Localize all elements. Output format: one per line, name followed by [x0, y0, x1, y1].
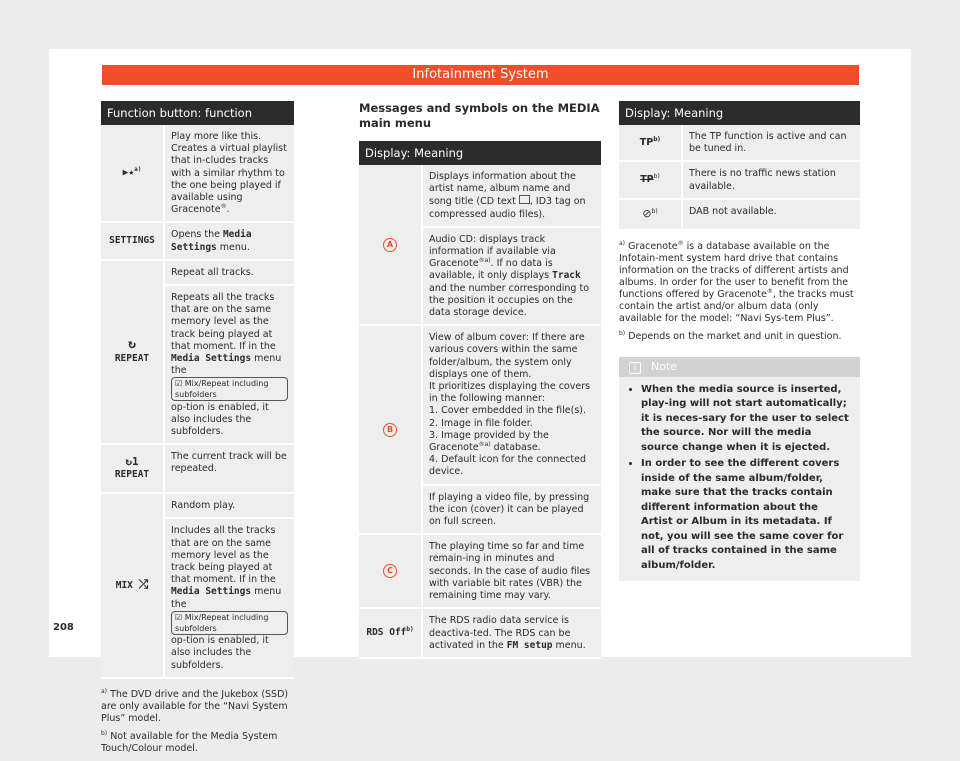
- function-button-table: [101, 101, 294, 679]
- play-more-like-this-icon: ▶★$^{a)}$: [101, 125, 165, 223]
- table-row: TP$^{b)}$ There is no traffic news station available.: [619, 162, 860, 199]
- no-traffic-news-icon: TP: [640, 174, 654, 185]
- section-header: Infotainment System: [102, 65, 859, 85]
- table-row: [101, 445, 294, 494]
- table-row: [359, 165, 601, 228]
- repeat-one-icon: ↻1 REPEAT: [101, 445, 165, 494]
- repeat-icon: ↻ REPEAT: [101, 261, 165, 445]
- table-cell: The RDS radio data service is deactiva-ted. The RDS can be activated in the FM setup menu.: [423, 609, 601, 659]
- label-c-icon: C: [383, 564, 397, 578]
- page-number: 208: [53, 622, 74, 633]
- table-cell: The TP function is active and can be tuned in.: [683, 125, 860, 162]
- note-title: Note: [651, 359, 678, 373]
- dab-unavailable-icon: ⊘: [642, 206, 652, 220]
- table-row: [101, 261, 294, 286]
- right-column: [619, 101, 860, 581]
- footnotes: $^{a)}$ Gracenote® is a database available on the Infotain-ment system hard drive that contains information on the tracks of different artists and albums. In order for the user to benefit from the functions offered by Gracenote®, the tracks must contain the artist and/or album data (only available for the model: “Navi Sys-tem Plus”. $^{b)}$ Depends on the market and unit in question.: [619, 239, 854, 342]
- table-row: [101, 125, 294, 223]
- table-row: [359, 326, 601, 485]
- radio-display-table: [619, 101, 860, 231]
- media-display-table: [359, 141, 601, 659]
- footnotes: $^{a)}$ The DVD drive and the Jukebox (SSD) are only available for the “Navi System Plus” model. $^{b)}$ Not available for the Media System Touch/Colour model.: [101, 687, 289, 754]
- table-row: [101, 494, 294, 519]
- settings-symbol: SETTINGS: [101, 223, 165, 260]
- table-cell: Play more like this. Creates a virtual playlist that in-cludes tracks with a similar rhythm to the one being played if available using Gracenote®.: [165, 125, 294, 223]
- table-cell: Repeat all tracks.: [165, 261, 294, 286]
- info-icon: i: [629, 362, 641, 374]
- table-header: Function button: function: [101, 101, 294, 125]
- table-row: ⊘$^{b)}$ DAB not available.: [619, 200, 860, 231]
- middle-column: [359, 101, 601, 659]
- mix-repeat-subfolders-chip: ☑ Mix/Repeat including subfolders: [171, 611, 288, 635]
- left-column: [101, 101, 294, 761]
- note-box: [619, 357, 860, 582]
- table-cell: Audio CD: displays track information if available via Gracenote$^{®a)}$. If no data is available, it only displays Track and the number corresponding to the position it occupies on the data storage device.: [423, 228, 601, 326]
- table-cell: Opens the Media Settings menu.: [165, 223, 294, 260]
- table-cell: Random play.: [165, 494, 294, 519]
- table-cell: The current track will be repeated.: [165, 445, 294, 494]
- table-cell: There is no traffic news station available.: [683, 162, 860, 199]
- table-row: [101, 223, 294, 260]
- label-b-icon: B: [383, 423, 397, 437]
- tp-symbol: TP$^{b)}$: [619, 125, 683, 162]
- table-header: Display: Meaning: [619, 101, 860, 125]
- table-cell: The playing time so far and time remain-ing in minutes and seconds. In the case of audio files with variable bit rates (VBR) the remaining time may vary.: [423, 535, 601, 609]
- table-cell: DAB not available.: [683, 200, 860, 231]
- mix-repeat-subfolders-chip: ☑ Mix/Repeat including subfolders: [171, 377, 288, 401]
- manual-page: [49, 49, 911, 754]
- section-title: Messages and symbols on the MEDIA main menu: [359, 101, 600, 130]
- table-cell: Includes all the tracks that are on the same memory level as the track being played at that moment. If in the Media Settings menu the ☑ Mix/Repeat including subfolders op-tion is enabled, it also includes the subfolders.: [165, 519, 294, 678]
- table-cell: If playing a video file, by pressing the icon (cover) it can be played on full screen.: [423, 486, 601, 536]
- table-cell: View of album cover: If there are various covers within the same folder/album, the system only displays one of them. It prioritizes displaying the covers in the following manner: 1. Cover embedded in the file(s). 2. Image in file folder. 3. Image provided by the Gracenote$^{®a)}$ database. 4. Default icon for the connected device.: [423, 326, 601, 485]
- rds-off-symbol: RDS Off$^{b)}$: [359, 609, 423, 659]
- label-a-icon: A: [383, 238, 397, 252]
- cd-text-icon: [519, 195, 530, 204]
- table-cell: Repeats all the tracks that are on the same memory level as the track being played at that moment. If in the Media Settings menu the ☑ Mix/Repeat including subfolders op-tion is enabled, it also includes the subfolders.: [165, 286, 294, 445]
- table-row: [359, 535, 601, 609]
- table-row: [619, 125, 860, 162]
- table-header: Display: Meaning: [359, 141, 601, 165]
- list-item: • When the media source is inserted, play-ing will not start automatically; it is neces-sary for the user to select the source. Nor will the media source change when it is ejected.: [641, 383, 850, 456]
- list-item: • In order to see the different covers inside of the same album/folder, make sure that the tracks contain different information about the Artist or Album in its metadata. If not, you will see the same cover for all of tracks contained in the same album/folder.: [641, 457, 850, 573]
- table-row: [359, 609, 601, 659]
- shuffle-icon: MIX ⤮: [101, 494, 165, 678]
- table-cell: Displays information about the artist name, album name and song title (CD text , ID3 tag on compressed audio files).: [423, 165, 601, 228]
